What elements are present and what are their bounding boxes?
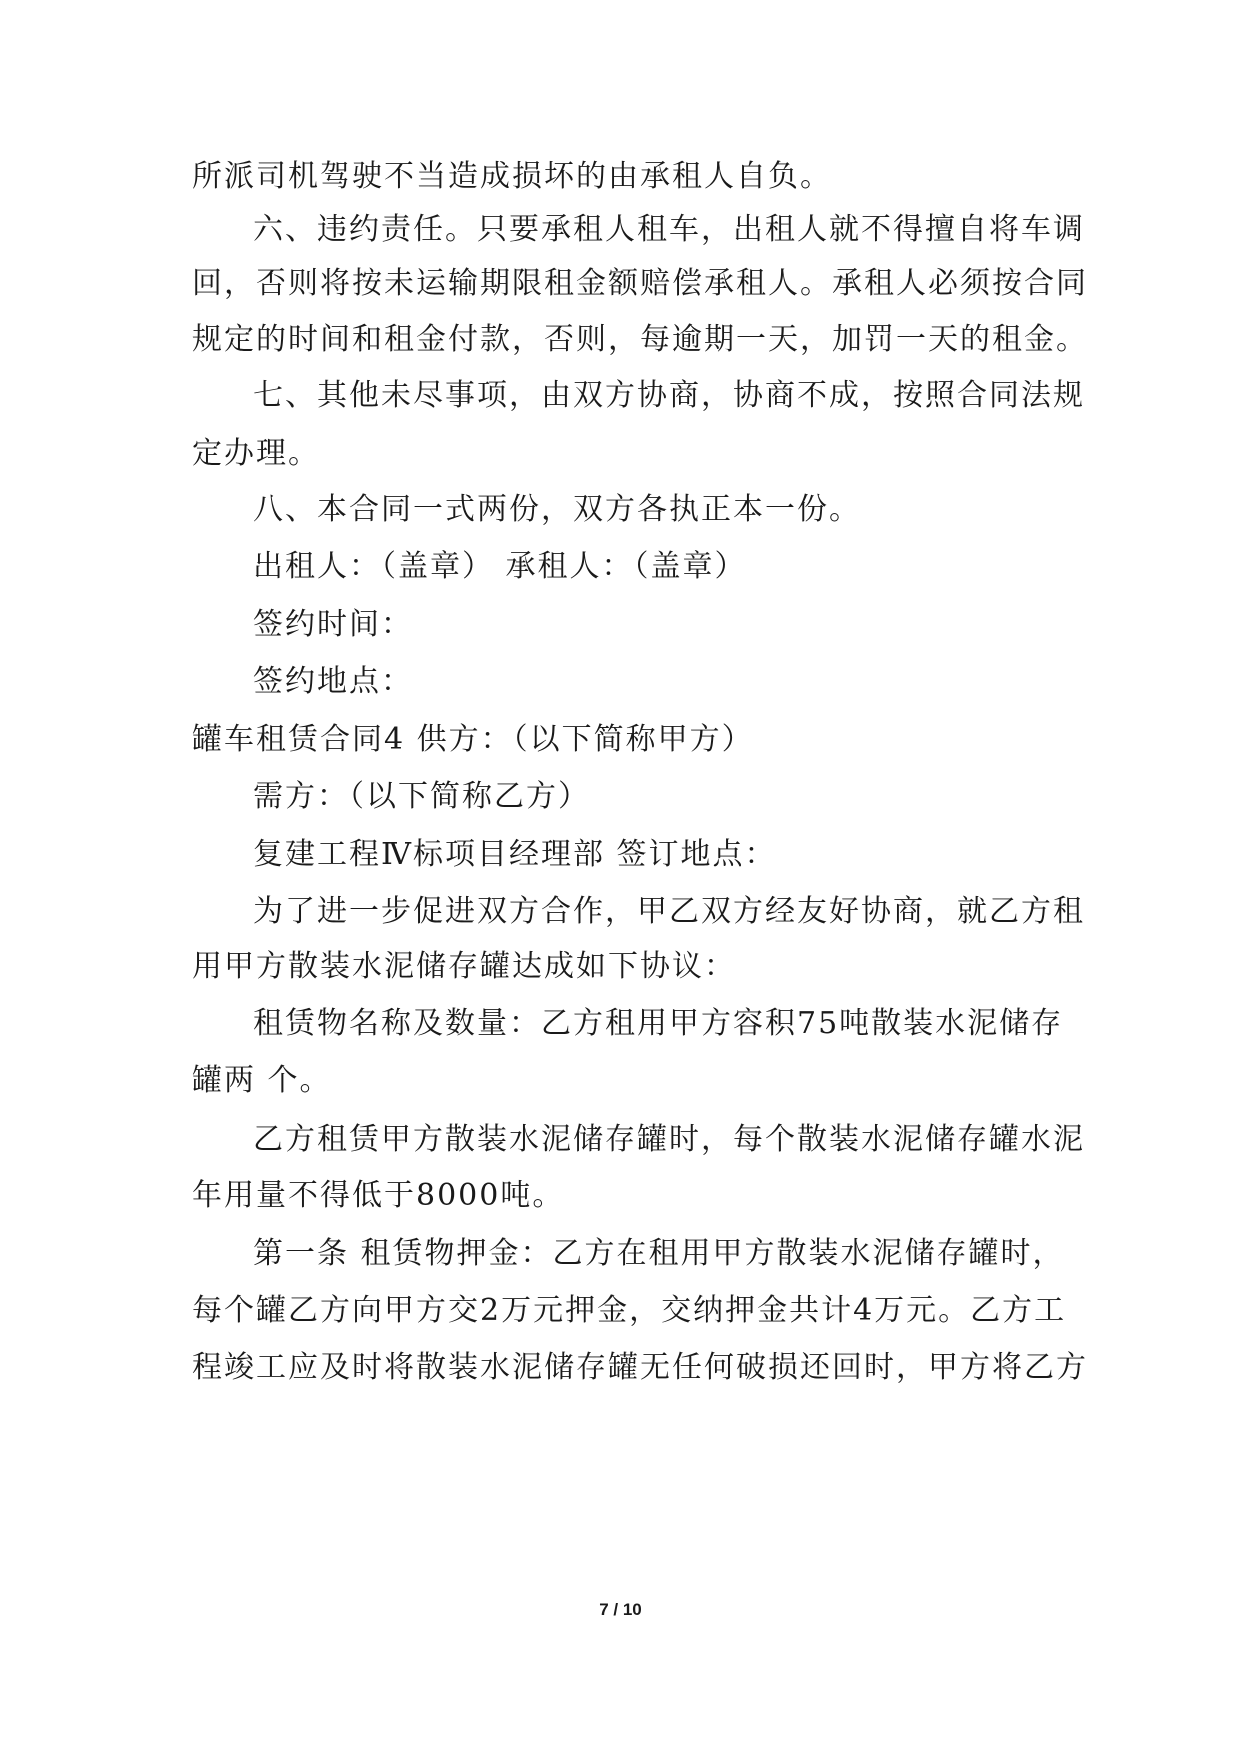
- text-line-12: 需方：（以下简称乙方）: [253, 779, 590, 814]
- text-line-11: 罐车租赁合同4 供方：（以下简称甲方）: [192, 722, 754, 757]
- text-line-1: 所派司机驾驶不当造成损坏的由承租人自负。: [192, 159, 832, 194]
- text-line-15: 用甲方散装水泥储存罐达成如下协议：: [192, 949, 736, 984]
- text-line-2: 六、违约责任。只要承租人租车，出租人就不得擅自将车调: [253, 212, 1085, 247]
- text-line-21: 每个罐乙方向甲方交2万元押金，交纳押金共计4万元。乙方工: [192, 1293, 1067, 1328]
- text-line-19: 年用量不得低于8000吨。: [192, 1178, 565, 1213]
- page-number: 7 / 10: [599, 1600, 642, 1619]
- text-line-6: 定办理。: [192, 436, 320, 471]
- text-line-22: 程竣工应及时将散装水泥储存罐无任何破损还回时，甲方将乙方: [192, 1350, 1088, 1385]
- text-line-3: 回，否则将按未运输期限租金额赔偿承租人。承租人必须按合同: [192, 266, 1088, 301]
- text-line-18: 乙方租赁甲方散装水泥储存罐时，每个散装水泥储存罐水泥: [253, 1122, 1085, 1157]
- text-line-10: 签约地点：: [253, 664, 413, 699]
- text-line-8: 出租人：（盖章） 承租人：（盖章）: [253, 549, 747, 584]
- text-line-13: 复建工程Ⅳ标项目经理部 签订地点：: [253, 837, 777, 872]
- text-line-4: 规定的时间和租金付款，否则，每逾期一天，加罚一天的租金。: [192, 322, 1088, 357]
- text-line-5: 七、其他未尽事项，由双方协商，协商不成，按照合同法规: [253, 378, 1085, 413]
- text-line-14: 为了进一步促进双方合作，甲乙双方经友好协商，就乙方租: [253, 894, 1085, 929]
- text-line-9: 签约时间：: [253, 607, 413, 642]
- text-line-7: 八、本合同一式两份，双方各执正本一份。: [253, 492, 861, 527]
- text-line-17: 罐两 个。: [192, 1063, 332, 1098]
- text-line-16: 租赁物名称及数量：乙方租用甲方容积75吨散装水泥储存: [253, 1006, 1064, 1041]
- text-line-20: 第一条 租赁物押金：乙方在租用甲方散装水泥储存罐时，: [253, 1236, 1065, 1271]
